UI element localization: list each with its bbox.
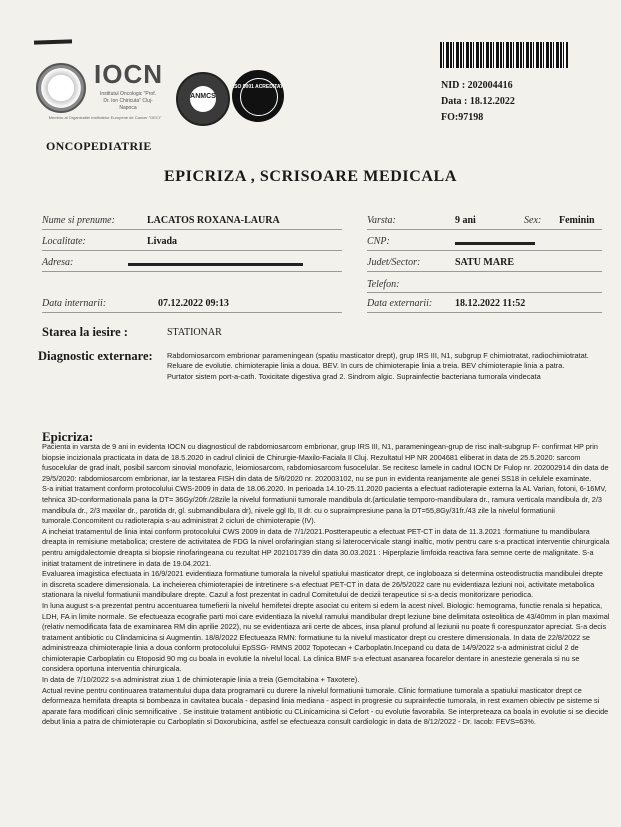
epicriza-body xyxy=(42,442,610,728)
certification-seal-label: ISO 9001 ACREDITAT xyxy=(232,84,284,90)
epicriza-paragraph: Pacienta in varsta de 9 ani in evidenta IOCN cu diagnosticul de rabdomiosarcom embrionar, grup IRS III, N1, parameningean-grup de risc inalt-subgrup F- confirmat HP prin biopsie incizionala practicata in data de 18.5.2020 in cadrul clinicii de Chirurgie-Maxilo-Faciala II Cluj. Rezultatul HP NR 2004681 eliberat in data de 25.5.2020: sarcom fusocelular de grad inalt, posibil sarcom sinovial monofazic, leiomiosarcom, rabdomiosarcom fusocelular. Se recitesc lamele in cadrul IOCN Dr Fulop nr. 202002914 din data de 29/5/2020: rabdomiosarcom embrionar, iar la testarea FISH din data de 5/6/2020 nr. 202003102, nu se pun in evidenta reanjamente ale genei SS18 in celulele examinate. xyxy=(42,442,609,483)
locality-label: Localitate: xyxy=(42,236,86,247)
hand-mark xyxy=(34,39,72,44)
discharge-state-label: Starea la iesire : xyxy=(42,325,128,339)
divider xyxy=(367,250,602,251)
admission-value: 07.12.2022 09:13 xyxy=(158,298,229,309)
name-label: Nume si prenume: xyxy=(42,215,115,226)
address-label: Adresa: xyxy=(42,257,74,268)
divider xyxy=(367,271,602,272)
divider xyxy=(367,312,602,313)
department-title: ONCOPEDIATRIE xyxy=(46,139,152,153)
phone-label: Telefon: xyxy=(367,279,400,290)
epicriza-paragraph: In data de 7/10/2022 s-a administrat ziua 1 de chimioterapie linia a treia (Gemcitabina + Taxotere). xyxy=(42,675,360,685)
diagnosis-line-2: Purtator sistem port-a-cath. Toxicitate digestiva grad 2. Sindrom algic. Suprainfectie bacteriana tumorala vindecata xyxy=(167,371,541,381)
discharge-value: 18.12.2022 11:52 xyxy=(455,298,526,309)
discharge-label: Data externarii: xyxy=(367,298,433,309)
cnp-redacted xyxy=(455,242,535,245)
fo-label: FO:97198 xyxy=(441,112,484,123)
logo-emblem-icon xyxy=(36,63,86,113)
diagnosis-text xyxy=(167,351,597,382)
age-label: Varsta: xyxy=(367,215,396,226)
cnp-label: CNP: xyxy=(367,236,390,247)
logo-footer: Membru al Organizatiei Institutelor Europene de Cancer "OECI" xyxy=(48,115,162,120)
document-title: EPICRIZA , SCRISOARE MEDICALA xyxy=(163,168,457,185)
divider xyxy=(367,229,602,230)
diagnosis-line-1: Rabdomiosarcom embrionar parameningean (spatiu masticator drept), grup IRS III, N1, subgrup F chimiotratat, radiochimiotratat. Reluare de evolutie. chimioterapie linia a doua. BEV. In curs de chimioterapie linia a treia. BEV chimioterapie linia a patra. xyxy=(167,351,589,371)
certification-seal-icon xyxy=(232,70,284,122)
county-value: SATU MARE xyxy=(455,257,514,268)
sex-value: Feminin xyxy=(559,215,595,226)
admission-label: Data internarii: xyxy=(42,298,107,309)
epicriza-paragraph: Evaluarea imagistica efectuata in 16/9/2021 evidentiaza formatiune tumorala la nivelul spatiului masticator drept, ce ingloboaza si determina osteodistructia mandibulei drepte in discreta scadere dimensionala. La incheierea chimioterapiei de intretinere s-a efectuat PET-CT in data de 26/5/2022 care nu evidentiaza leziuni noi, activitate metabolica stationara la nivelul formatiunii mandibulare drepte. Cazul a fost prezentat in cadrul Comitetului de decizii terapeutice si s-a decis monitorizare periodica. xyxy=(42,569,603,600)
nid-label: NID : 202004416 xyxy=(441,80,513,91)
divider xyxy=(42,312,342,313)
divider xyxy=(42,250,342,251)
anmcs-seal-label: ANMCS xyxy=(190,93,216,100)
epicriza-paragraph: In luna august s-a prezentat pentru accentuarea tumefierii la nivelul hemifetei drepte asociat cu eritem si edem la acest nivel. Biologic: hemograma, functie renala si hepatica, LDH, FA in limite normale. Se efectueaza ecografie parti moi care evidentiaza la nivelul ramului mandibular drept leziune bine delimitata osteolitica de 43/40mm in plan maximal (relativ nemodificata fata de examinarea RM din aprilie 2022), nu se evidentiaza arii certe de abces, insa planul profund al leziunii nu poate fi corespunzator apreciat. S-a decis tratament antibiotic cu Clindamicina si Augmentin. 18/8/2022 Efectueaza RMN: formatiune tu la nivelul masticator drept cu crestere dimensionala. In data de 22/8/2022 se administreaza chimioterapie linia a doua conform protocolului EpSSG- RMNS 2002 Topotecan + Carboplatin.Incepand cu data de 14/9/2022 s-a administrat ciclul 2 de chimioterapie Carboplatin cu Etoposid 90 mg cu boala in evolutie la nivelul local. La clinica BMF s-a efectuat asanarea focarelor dentare in anestezie generala si nu se considera oportuna interventia chirurgicala. xyxy=(42,600,610,674)
divider xyxy=(42,271,342,272)
anmcs-seal-icon xyxy=(176,72,230,126)
address-redacted xyxy=(128,263,303,266)
locality-value: Livada xyxy=(147,236,178,247)
logo-text: IOCN xyxy=(94,59,163,89)
age-value: 9 ani xyxy=(455,215,476,226)
name-value: LACATOS ROXANA-LAURA xyxy=(147,215,280,226)
divider xyxy=(42,229,342,230)
discharge-state-value: STATIONAR xyxy=(167,327,222,338)
epicriza-paragraph: S-a initiat tratament conform protocolului CWS-2009 in data de 18.06.2020. In perioada 14.10-25.11.2020 pacienta a efectuat radioterapie externa la AL Varian, fotoni, 6-16MV, tehnica 3D-conformationala pana la DT= 36Gy/20fr./28zile la nivelul formatiunii tumorale mandibula dr.(articulatie temporo-mandibulara dr., ramura verticala mandibula dr, 2/3 mandibula dr., 2/3 maxilar dr., parotida dr, gl. submandibulara dr), nivele ggl Ib, II dr. cu o supraimpresiune pana la DT=55,8Gy/31fr./43 zile la nivelul formatiunii tumorale.Concomitent cu radioterapia s-au administrat 2 cicluri de chimioterapie (IV). xyxy=(42,484,607,526)
epicriza-paragraph: Actual revine pentru continuarea tratamentului dupa data programarii cu durere la nivelul formatiunii tumorale. Clinic formatiune tumorala a spatiului masticator drept ce deformeaza hemifata dreapta si bombeaza in cavitatea bucala - depasind linia mediana - aspect in progresie cu suprainfectie tumorala, in rest examen obiectiv pe sisteme si aparate fara modificari clinic semnificative . Se instituie tratament antibiotic cu CLinicamicina si Cefort - cu evolutie favorabila. Se interpreteaza ca boala in evolutie si se diecide debut linia a patra de chimioterapie cu Carboplatin si Doxorubicina, astfel se efectueaza consult cardiologic in data de 8/12/2022 - Dr. Iacob: FEVS=63%. xyxy=(42,685,609,727)
barcode xyxy=(440,42,568,68)
county-label: Judet/Sector: xyxy=(367,257,421,268)
sex-label: Sex: xyxy=(524,215,542,226)
institute-logo xyxy=(36,55,166,123)
epicriza-heading: Epicriza: xyxy=(42,429,94,444)
diagnosis-label: Diagnostic externare: xyxy=(38,349,153,363)
divider xyxy=(367,292,602,293)
epicriza-paragraph: A incheiat tratamentul de linia intai conform protocolului CWS 2009 in data de 7/1/2021.Postterapeutic a efectuat PET-CT in data de 11.3.2021 :formatiune tu mandibulara dreapta in remisiune metabolica; crestere de activitatea de FDG la nivel orofaringian stang si laterocervicale stangi inaltic, motiv pentru care s-a practicat interventie chirurgicala pentru amigdalectomie dreapta si biopsie rinofaringeana cu rezultat HP 202101739 din data 30.03.2021 : Hiperplazie limfoida reactiva fara semne certe de malignitate. S-a initiat tratament de intretinere in data de 19.04.2021. xyxy=(42,526,610,568)
logo-subtitle: Institutul Oncologic "Prof. Dr. Ion Chiricuta" Cluj-Napoca xyxy=(100,91,156,111)
date-label: Data : 18.12.2022 xyxy=(441,96,515,107)
